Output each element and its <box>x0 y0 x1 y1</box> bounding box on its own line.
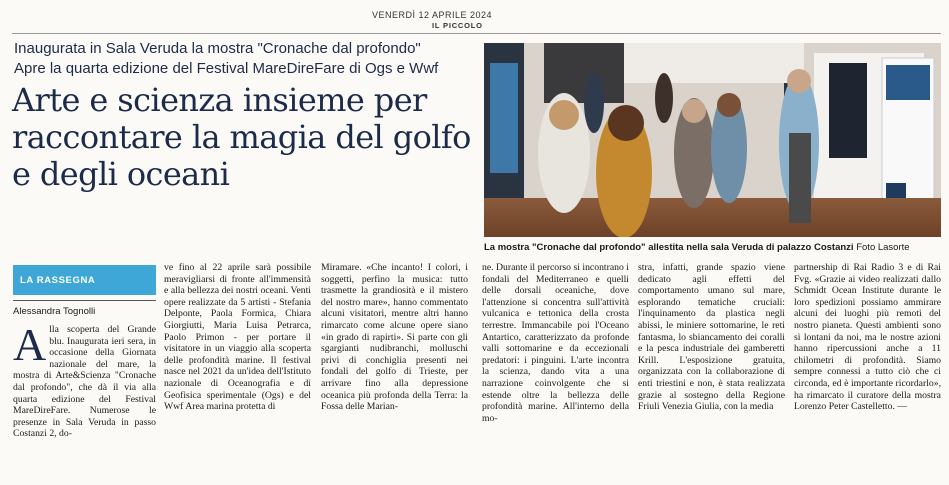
exhibition-photo <box>484 43 941 237</box>
article-column-2: ve fino al 22 aprile sarà possibile meravigliarsi di fronte all'immensità e alla bellezza dei nostri oceani. Venti opere realizzate da 5 artisti - Stefania Delponte, Paola Formica, Chiara Giorgiutti, Maria Luisa Petrarca, Paolo Primon - per portare il visitatore in un viaggio alla scoperta delle profondità marine. Il festival nasce nel 2021 da un'idea dell'Istituto nazionale di Oceanografia e di Geofisica sperimentale (Ogs) e del Wwf Area marina protetta di <box>164 262 311 413</box>
caption-text: La mostra "Cronache dal profondo" allestita nella sala Veruda di palazzo Costanzi <box>484 242 854 253</box>
issue-date: VENERDÌ 12 APRILE 2024 <box>372 10 493 20</box>
article-column-5: stra, infatti, grande spazio viene dedicato agli effetti del comportamento umano sul mare, esplorando tematiche cruciali: l'inquinamento da plastica negli abissi, le miniere sottomarine, le reti fantasma, lo sbiancamento dei coralli e la pesca industriale dei gamberetti Krill. L'esposizione gratuita, organizzata con la collaborazione di enti triestini e non, è stata realizzata grazie al sostegno della Regione Friuli Venezia Giulia, con la media <box>638 262 785 413</box>
author-byline: Alessandra Tognolli <box>13 306 96 317</box>
photo-credit: Foto Lasorte <box>856 242 910 253</box>
kicker-line-1: Inaugurata in Sala Veruda la mostra "Cronache dal profondo" <box>14 40 421 57</box>
header-rule <box>12 33 941 34</box>
headline: Arte e scienza insieme per raccontare la magia del golfo e degli oceani <box>12 81 471 193</box>
author-rule <box>13 300 156 301</box>
kicker-line-2: Apre la quarta edizione del Festival MareDireFare di Ogs e Wwf <box>14 60 439 77</box>
article-column-3: Miramare. «Che incanto! I colori, i soggetti, perfino la musica: tutto trasmette la grandiosità e il mistero del nostro mare», hanno commentato alcuni visitatori, mentre altri hanno rimarcato come alcune opere siano «in grado di rapirti». Si parte con gli sgargianti nudibranchi, molluschi privi di conchiglia presenti nei fondali del golfo di Trieste, per arrivare fino alla depressione oceanica più profonda della Terra: la Fossa delle Marian- <box>321 262 468 413</box>
section-rubric: LA RASSEGNA <box>13 265 156 295</box>
article-column-1: Alla scoperta del Grande blu. Inaugurata ieri sera, in occasione della Giornata nazionale del mare, la mostra di Arte&Scienza "Cronache dal profondo", che dà il via alla quarta edizione del Festival MareDireFare. Numerose le presenze in Sala Veruda in passo Costanzi 2, do- <box>13 319 156 440</box>
article-column-6: partnership di Rai Radio 3 e di Rai Fvg. «Grazie ai video realizzati dallo Schmidt Ocean Institute durante le loro spedizioni possiamo ammirare alcuni dei luoghi più remoti del nostro pianeta. Questi ambienti sono sì lontani da noi, ma le nostre azioni hanno ripercussioni anche a 11 chilometri di profondità. Siamo sempre connessi a tutto ciò che ci circonda, ed è importante ricordarlo», ha rimarcato il curatore della mostra Lorenzo Peter Castelletto. — <box>794 262 941 413</box>
newspaper-name: IL PICCOLO <box>432 21 483 30</box>
photo-caption <box>484 242 944 253</box>
article-column-4: ne. Durante il percorso si incontrano i fondali del Mediterraneo e quelli delle dorsali oceaniche, dove l'attenzione si concentra sull'attività vulcanica e tettonica della crosta terrestre. Immancabile poi l'Oceano Antartico, caratterizzato da profonde valli sottomarine e da eccezionali predatori: i pinguini. L'arte incontra la scienza, dando vita a una narrazione coinvolgente che si estende oltre la bellezza delle profondità marine. All'interno della mo- <box>482 262 629 424</box>
